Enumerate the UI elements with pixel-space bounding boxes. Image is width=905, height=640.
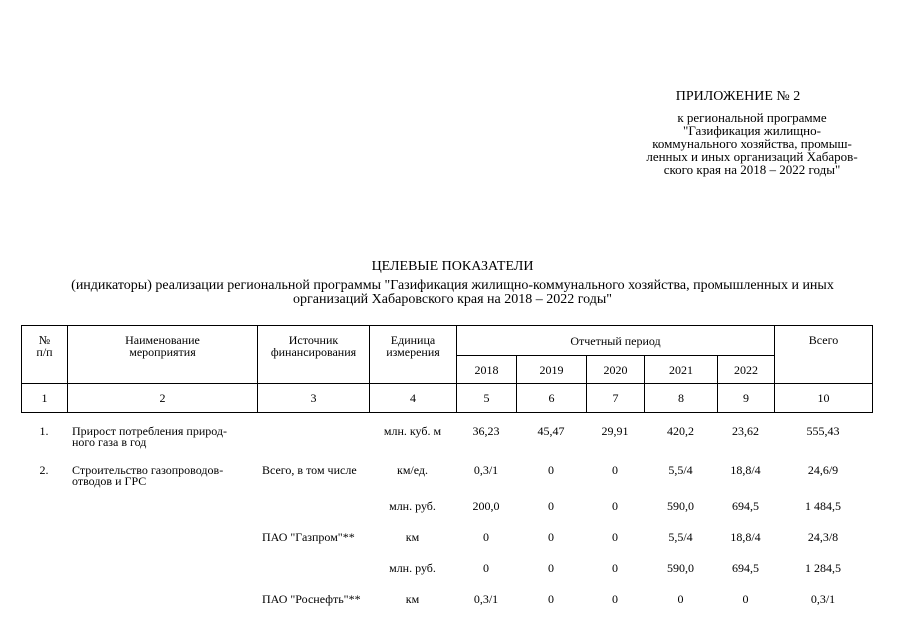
row-value [586, 518, 644, 549]
row-number-text [21, 549, 67, 563]
indicators-table-body [21, 412, 872, 611]
row-value-text: 18,8/4 [730, 530, 761, 544]
row-name-text [72, 451, 257, 487]
row-value [644, 451, 717, 487]
column-number: 6 [517, 384, 587, 413]
header-name [68, 326, 258, 384]
row-total [774, 518, 872, 549]
row-value-text: 0 [612, 499, 618, 513]
row-number [21, 580, 67, 611]
header-source-line: финансирования [270, 345, 357, 359]
row-value [717, 487, 774, 518]
row-value [456, 451, 516, 487]
row-total [774, 580, 872, 611]
row-number-text [21, 518, 67, 532]
row-value-text: 0 [612, 561, 618, 575]
header-name-line: мероприятия [129, 345, 196, 359]
row-value [586, 451, 644, 487]
row-name-line: отводов и ГРС [72, 474, 147, 488]
row-value-text: 0 [612, 530, 618, 544]
appendix-title: ПРИЛОЖЕНИЕ № 2 [675, 89, 801, 104]
row-value-text: 420,2 [667, 424, 694, 438]
row-total [774, 451, 872, 487]
table-row [21, 549, 872, 580]
column-number: 3 [258, 384, 370, 413]
row-value [516, 518, 586, 549]
row-value-text: 694,5 [732, 561, 759, 575]
row-value-text: 200,0 [472, 499, 500, 513]
header-total: Всего [775, 326, 873, 384]
row-value-text: 0 [612, 592, 618, 606]
appendix-line: "Газификация жилищно- [683, 123, 821, 138]
row-value [717, 451, 774, 487]
row-total [774, 549, 872, 580]
row-unit [369, 549, 456, 580]
row-total-text: 1 284,5 [805, 561, 841, 575]
row-source-text: Всего, в том числе [262, 463, 357, 477]
subheading-line: организаций Хабаровского края на 2018 – 2022 годы" [293, 292, 612, 307]
row-total-text: 1 484,5 [805, 499, 841, 513]
row-number [21, 487, 67, 518]
header-source [258, 326, 370, 384]
row-number-text: 2. [39, 463, 49, 477]
row-value-text: 0 [483, 561, 489, 575]
row-name-text [72, 518, 257, 532]
row-number-text [21, 487, 67, 501]
row-unit [369, 451, 456, 487]
column-number: 1 [22, 384, 68, 413]
row-total-text: 24,6/9 [807, 463, 839, 477]
row-value-text: 36,23 [472, 424, 500, 438]
row-value-text: 5,5/4 [668, 463, 693, 477]
row-unit [369, 518, 456, 549]
table-row [21, 451, 872, 487]
header-unit [370, 326, 457, 384]
subheading-line: (индикаторы) реализации региональной программы "Газификация жилищно-коммунального хозяйства, промышленных и иных [71, 278, 834, 293]
row-value-text: 0 [548, 463, 554, 477]
header-source-line: Источник [288, 333, 339, 347]
column-number: 4 [370, 384, 457, 413]
appendix-line: ского края на 2018 – 2022 годы" [663, 162, 841, 177]
row-unit-text: млн. руб. [389, 499, 436, 513]
table-row [21, 412, 872, 451]
row-total [774, 487, 872, 518]
row-value [516, 549, 586, 580]
document-heading: ЦЕЛЕВЫЕ ПОКАЗАТЕЛИ [371, 259, 534, 274]
row-value-text: 0,3/1 [473, 592, 499, 606]
row-value [586, 580, 644, 611]
row-value-text: 590,0 [667, 561, 694, 575]
header-unit-line: измерения [386, 345, 440, 359]
row-value-text: 0 [612, 463, 618, 477]
row-name-text [72, 487, 257, 501]
row-unit-text: км/ед. [396, 463, 429, 477]
table-row [21, 580, 872, 611]
header-period: Отчетный период [457, 326, 775, 356]
row-name-text [72, 580, 257, 594]
row-name-line: Прирост потребления природ- [72, 424, 228, 438]
appendix-line: коммунального хозяйства, промыш- [652, 136, 852, 151]
row-source-text [262, 549, 369, 563]
row-total-text: 555,43 [806, 424, 840, 438]
row-name-text [72, 549, 257, 563]
column-number: 8 [645, 384, 718, 413]
appendix-line: ленных и иных организаций Хабаров- [646, 149, 858, 164]
row-value [456, 487, 516, 518]
row-source [257, 487, 369, 518]
row-value [516, 580, 586, 611]
row-source [257, 580, 369, 611]
row-value-text: 5,5/4 [668, 530, 693, 544]
row-name [67, 580, 257, 611]
row-value [516, 412, 586, 451]
row-value [456, 518, 516, 549]
row-name-line: ного газа в год [72, 435, 147, 449]
row-value [586, 487, 644, 518]
indicators-table-header [21, 325, 873, 413]
row-value [644, 487, 717, 518]
row-source [257, 412, 369, 451]
row-value-text: 0 [742, 592, 749, 606]
row-source [257, 549, 369, 580]
row-value-text: 29,91 [601, 424, 629, 438]
row-value [717, 412, 774, 451]
row-value-text: 45,47 [537, 424, 565, 438]
row-value [717, 549, 774, 580]
row-source-text [262, 412, 369, 426]
row-unit-text: км [405, 530, 420, 544]
row-number [21, 518, 67, 549]
header-num-line: п/п [36, 345, 53, 359]
row-number [21, 451, 67, 487]
header-num [22, 326, 68, 384]
row-value [717, 518, 774, 549]
column-number: 9 [718, 384, 775, 413]
header-year: 2018 [457, 356, 517, 384]
row-name [67, 518, 257, 549]
header-year: 2021 [645, 356, 718, 384]
row-value-text: 0 [677, 592, 684, 606]
header-name-line: Наименование [125, 333, 200, 347]
row-value-text: 0,3/1 [473, 463, 499, 477]
row-total [774, 412, 872, 451]
row-value [516, 487, 586, 518]
document-subheading [20, 279, 885, 307]
row-value-text: 23,62 [732, 424, 759, 438]
row-value [456, 412, 516, 451]
header-year: 2019 [517, 356, 587, 384]
row-value [644, 580, 717, 611]
column-number: 10 [775, 384, 873, 413]
row-value-text: 694,5 [732, 499, 759, 513]
row-source [257, 451, 369, 487]
row-value [516, 451, 586, 487]
row-value-text: 590,0 [667, 499, 694, 513]
row-value-text: 0 [548, 530, 554, 544]
row-source [257, 518, 369, 549]
row-value [586, 549, 644, 580]
appendix-line: к региональной программе [677, 110, 827, 125]
column-number: 7 [587, 384, 645, 413]
row-unit [369, 580, 456, 611]
row-name-text [72, 412, 257, 448]
row-value [456, 580, 516, 611]
table-row [21, 518, 872, 549]
table-row [21, 487, 872, 518]
header-unit-line: Единица [390, 333, 436, 347]
header-num-line: № [38, 333, 51, 347]
column-number: 2 [68, 384, 258, 413]
row-value [644, 412, 717, 451]
row-total-text: 24,3/8 [807, 530, 839, 544]
row-number [21, 549, 67, 580]
row-value [644, 549, 717, 580]
row-value [586, 412, 644, 451]
appendix-subtitle [612, 111, 892, 176]
row-name [67, 412, 257, 451]
column-number: 5 [457, 384, 517, 413]
row-value-text: 18,8/4 [730, 463, 761, 477]
row-value [717, 580, 774, 611]
row-name-line: Строительство газопроводов- [72, 463, 224, 477]
header-year: 2022 [718, 356, 775, 384]
row-number-text [21, 580, 67, 594]
row-name [67, 549, 257, 580]
row-unit [369, 412, 456, 451]
row-unit [369, 487, 456, 518]
row-unit-text: млн. куб. м [383, 424, 442, 438]
row-value [456, 549, 516, 580]
row-value-text: 0 [548, 561, 554, 575]
row-value-text: 0 [548, 499, 554, 513]
row-value-text: 0 [483, 530, 489, 544]
header-year: 2020 [587, 356, 645, 384]
row-name [67, 487, 257, 518]
row-value [644, 518, 717, 549]
row-source-text: ПАО "Газпром"** [262, 530, 355, 544]
row-source-text: ПАО "Роснефть"** [262, 592, 361, 606]
row-source-text [262, 487, 369, 501]
row-total-text: 0,3/1 [810, 592, 836, 606]
row-name [67, 451, 257, 487]
row-unit-text: млн. руб. [389, 561, 436, 575]
row-number [21, 412, 67, 451]
row-unit-text: км [405, 592, 420, 606]
row-value-text: 0 [548, 592, 554, 606]
row-number-text: 1. [39, 424, 49, 438]
